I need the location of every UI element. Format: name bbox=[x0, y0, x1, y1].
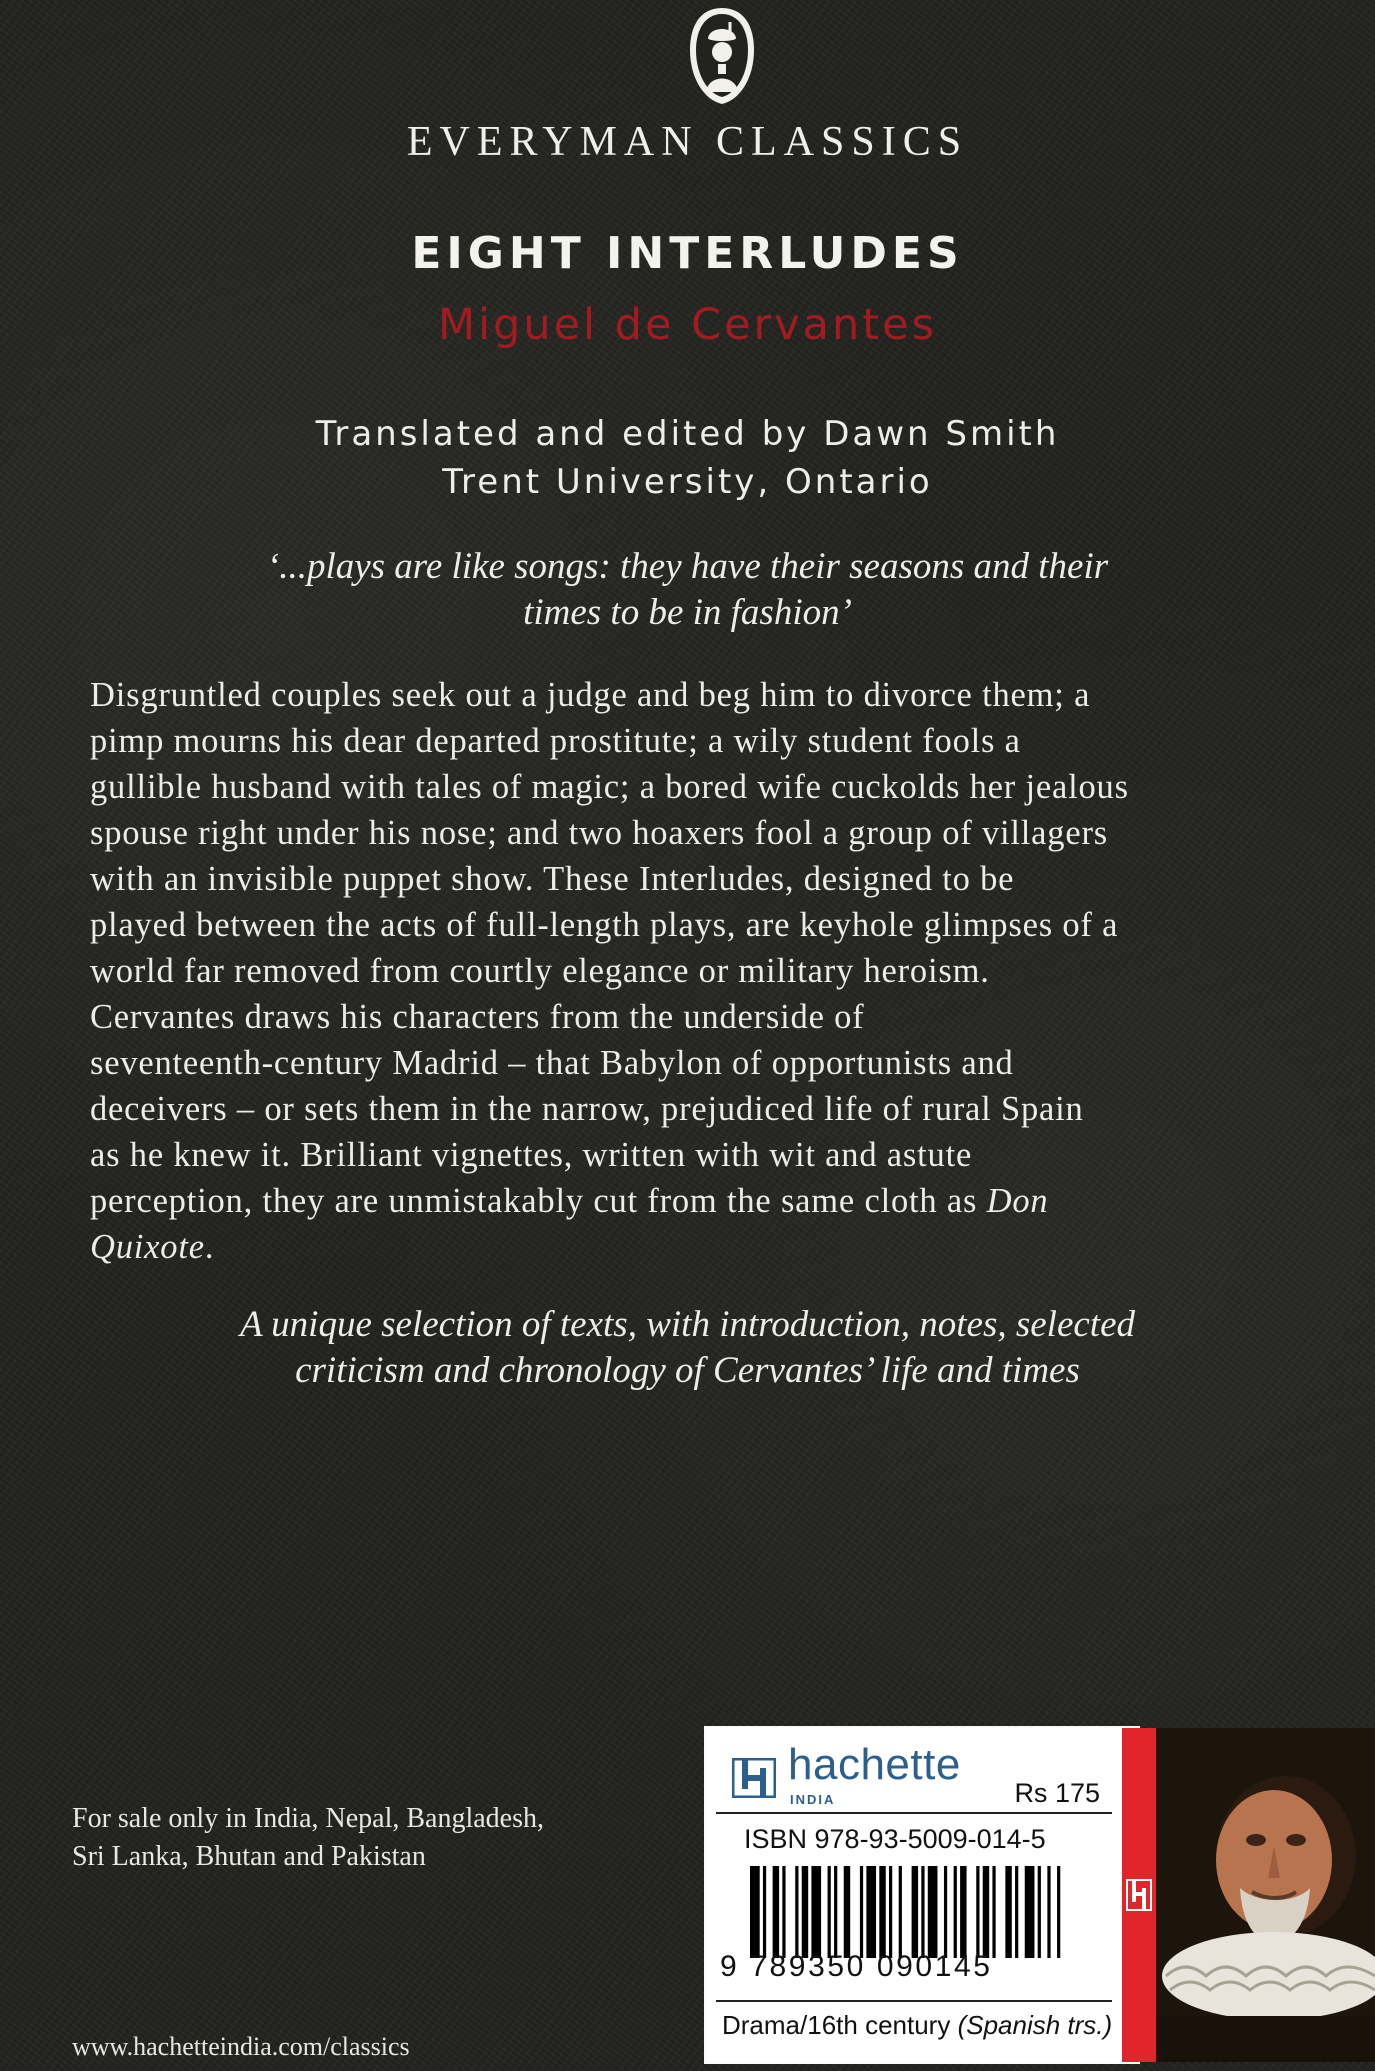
barcode-bar bbox=[1047, 1866, 1050, 1958]
quote-line-1: ‘...plays are like songs: they have their seasons and their bbox=[266, 546, 1109, 587]
barcode-bar bbox=[802, 1866, 808, 1958]
sale-line-1: For sale only in India, Nepal, Bangladesh, bbox=[72, 1803, 545, 1834]
blurb-line: Disgruntled couples seek out a judge and beg him to divorce them; a bbox=[90, 676, 1091, 714]
sale-territory-notice bbox=[72, 1800, 544, 1876]
barcode-bar bbox=[992, 1866, 995, 1958]
genre-note: (Spanish trs.) bbox=[957, 2010, 1113, 2040]
author-portrait bbox=[1156, 1728, 1375, 2062]
tagline-line-2: criticism and chronology of Cervantes’ life and times bbox=[295, 1350, 1080, 1391]
barcode-bar bbox=[828, 1866, 831, 1958]
price-sticker bbox=[706, 1728, 1138, 2062]
publisher-url: www.hachetteindia.com/classics bbox=[72, 2032, 410, 2061]
hachette-h-logo-icon bbox=[732, 1758, 776, 1798]
blurb-line: spouse right under his nose; and two hoaxers fool a group of villagers bbox=[90, 814, 1108, 852]
blurb-paragraph bbox=[90, 672, 1350, 1270]
blurb-line: seventeenth-century Madrid – that Babylon of opportunists and bbox=[90, 1044, 1014, 1082]
barcode-bar bbox=[976, 1866, 979, 1958]
barcode-bar bbox=[795, 1866, 798, 1958]
blurb-line: Cervantes draws his characters from the underside of bbox=[90, 998, 865, 1036]
barcode bbox=[750, 1866, 1070, 1958]
barcode-bar bbox=[983, 1866, 989, 1958]
barcode-bar bbox=[763, 1866, 766, 1958]
barcode-bar bbox=[860, 1866, 863, 1958]
blurb-line-text: . bbox=[204, 1228, 215, 1266]
barcode-bar bbox=[960, 1866, 966, 1958]
book-author: Miguel de Cervantes bbox=[437, 300, 937, 350]
blurb-line: world far removed from courtly elegance or military heroism. bbox=[90, 952, 990, 990]
everyman-logo-icon bbox=[682, 4, 762, 108]
tagline-line-1: A unique selection of texts, with introduction, notes, selected bbox=[239, 1304, 1136, 1345]
brand-subtitle: INDIA bbox=[790, 1792, 836, 1807]
barcode-bar bbox=[1057, 1866, 1060, 1958]
barcode-bar bbox=[954, 1866, 957, 1958]
blurb-line: deceivers – or sets them in the narrow, prejudiced life of rural Spain bbox=[90, 1090, 1084, 1128]
blurb-line: pimp mourns his dear departed prostitute; a wily student fools a bbox=[90, 722, 1021, 760]
barcode-bar bbox=[773, 1866, 779, 1958]
barcode-bar bbox=[1038, 1866, 1041, 1958]
blurb-line: played between the acts of full-length plays, are keyhole glimpses of a bbox=[90, 906, 1119, 944]
barcode-bar bbox=[1015, 1866, 1018, 1958]
edition-tagline bbox=[0, 1302, 1375, 1394]
blurb-line bbox=[90, 1224, 1350, 1270]
book-title: EIGHT INTERLUDES bbox=[411, 228, 964, 279]
blurb-title-italic: Don bbox=[986, 1182, 1049, 1220]
barcode-bar bbox=[928, 1866, 938, 1958]
price-label: Rs 175 bbox=[1014, 1778, 1100, 1808]
barcode-bar bbox=[866, 1866, 876, 1958]
sticker-red-band bbox=[1122, 1728, 1156, 2062]
barcode-digits: 9 789350 090145 bbox=[720, 1950, 993, 1983]
genre-text: Drama/16th century bbox=[722, 2010, 958, 2040]
barcode-bar bbox=[750, 1866, 760, 1958]
pull-quote bbox=[0, 544, 1375, 636]
barcode-bar bbox=[844, 1866, 850, 1958]
brand-name: hachette bbox=[788, 1740, 961, 1789]
barcode-bar bbox=[899, 1866, 902, 1958]
barcode-bar bbox=[811, 1866, 821, 1958]
blurb-title-italic: Quixote bbox=[90, 1228, 205, 1266]
divider bbox=[716, 1812, 1112, 1814]
quote-line-2: times to be in fashion’ bbox=[523, 592, 852, 633]
barcode-bar bbox=[912, 1866, 918, 1958]
barcode-bar bbox=[944, 1866, 947, 1958]
barcode-bar bbox=[782, 1866, 785, 1958]
translator-line-2: Trent University, Ontario bbox=[442, 462, 933, 502]
barcode-bar bbox=[1005, 1866, 1011, 1958]
isbn-label: ISBN 978-93-5009-014-5 bbox=[744, 1824, 1046, 1854]
translator-line-1: Translated and edited by Dawn Smith bbox=[315, 414, 1060, 454]
genre-label bbox=[722, 2010, 1112, 2041]
divider bbox=[716, 2000, 1112, 2002]
sale-line-2: Sri Lanka, Bhutan and Pakistan bbox=[72, 1841, 426, 1872]
blurb-line: gullible husband with tales of magic; a bored wife cuckolds her jealous bbox=[90, 768, 1129, 806]
blurb-line-text: perception, they are unmistakably cut from the same cloth as bbox=[90, 1182, 987, 1220]
hachette-h-emblem-icon bbox=[1122, 1728, 1156, 2062]
barcode-bar bbox=[1025, 1866, 1035, 1958]
barcode-bar bbox=[889, 1866, 892, 1958]
blurb-line: as he knew it. Brilliant vignettes, written with wit and astute bbox=[90, 1136, 973, 1174]
barcode-bar bbox=[921, 1866, 924, 1958]
barcode-bar bbox=[879, 1866, 885, 1958]
series-name: EVERYMAN CLASSICS bbox=[406, 119, 969, 165]
translator-credit bbox=[0, 410, 1375, 506]
barcode-bar bbox=[834, 1866, 837, 1958]
blurb-line bbox=[90, 1178, 1350, 1224]
blurb-line: with an invisible puppet show. These Interludes, designed to be bbox=[90, 860, 1015, 898]
